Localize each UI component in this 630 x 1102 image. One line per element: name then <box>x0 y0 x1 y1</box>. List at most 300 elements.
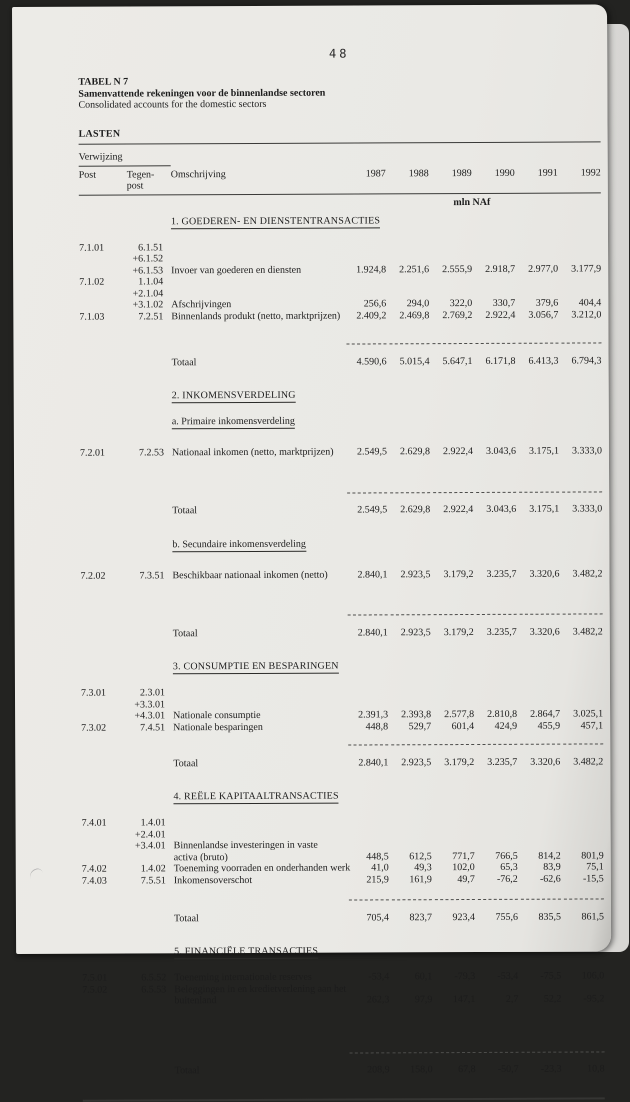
dash-line <box>391 614 431 617</box>
value-cell: 2.409,2 <box>356 309 387 322</box>
dash-separator <box>80 487 602 501</box>
value-cell: 2.549,5 <box>356 446 387 458</box>
tegenpost-ref: 1.4.02 <box>140 863 166 875</box>
value-cell <box>515 240 558 252</box>
dash-cell <box>429 339 472 351</box>
value-cell: 2.918,7 <box>485 263 516 275</box>
total-row <box>83 1063 605 1077</box>
value-cell <box>560 685 603 697</box>
tegenpost-ref: +2.4.01 <box>134 828 166 840</box>
total-row <box>82 911 604 925</box>
dash-cell <box>343 339 386 351</box>
value-cell <box>558 274 601 286</box>
value-cell: 3.179,2 <box>443 626 474 638</box>
value-cell: 5.647,1 <box>442 355 473 367</box>
value-cell <box>517 697 560 709</box>
value-cell: 102,0 <box>452 861 475 874</box>
dash-cell <box>345 740 388 752</box>
year-header-1988: 1988 <box>408 167 429 179</box>
value-cell <box>515 286 558 298</box>
value-cell <box>389 983 432 995</box>
post-ref <box>82 996 126 1008</box>
dash-line <box>519 491 559 494</box>
value-cell: 256,6 <box>363 298 387 310</box>
value-cell: 455,9 <box>537 720 561 732</box>
ref-group-header-label: Verwijzing <box>78 151 123 163</box>
value-cell <box>472 275 515 287</box>
value-cell: 3.482,2 <box>573 755 604 768</box>
row-label: Binnenlands produkt (netto, marktprijzen) <box>171 310 341 322</box>
row-label: buitenland <box>174 995 217 1007</box>
dash-line <box>347 492 387 495</box>
title-english: Consolidated accounts for the domestic sectors <box>78 98 267 111</box>
row-label: Totaal <box>172 627 198 639</box>
value-cell: 424,9 <box>494 720 518 732</box>
column-header-row <box>79 164 601 195</box>
tegenpost-ref <box>125 628 165 640</box>
value-cell <box>561 815 604 827</box>
section-heading <box>174 944 604 957</box>
year-header-1989: 1989 <box>451 167 472 179</box>
page-number: 48 <box>328 46 350 61</box>
tegenpost-ref <box>127 1049 167 1061</box>
dash-line <box>432 343 472 346</box>
value-cell: 2.549,5 <box>357 504 388 516</box>
value-cell: 2.555,9 <box>442 263 473 275</box>
tegenpost-ref: 6.1.51 <box>138 241 164 253</box>
dash-cell <box>388 740 431 752</box>
total-row <box>80 355 602 369</box>
row-group <box>79 240 602 369</box>
total-block <box>79 338 601 368</box>
column-header-tegen-line2: post <box>126 180 144 192</box>
tegenpost-ref: +3.4.01 <box>134 840 166 852</box>
tegenpost-ref: 2.3.01 <box>139 687 166 699</box>
row-label: Totaal <box>173 757 199 769</box>
dash-cell <box>475 895 518 907</box>
value-cell: 83,9 <box>543 861 561 873</box>
post-ref <box>81 628 125 640</box>
post-ref <box>81 742 125 754</box>
value-cell <box>431 686 474 698</box>
value-cell: 448,8 <box>365 720 389 732</box>
dash-cell <box>347 1048 390 1060</box>
section-heading-text: 3. CONSUMPTIE EN BESPARINGEN <box>172 660 339 673</box>
post-ref <box>79 300 123 312</box>
row-label <box>163 253 343 265</box>
value-cell: 3.235,7 <box>486 626 517 638</box>
row-group <box>81 685 603 769</box>
value-cell: -53,4 <box>497 970 519 982</box>
value-cell <box>560 697 603 709</box>
dash-line <box>349 900 389 903</box>
row-label: Toeneming voorraden en onderhanden werk <box>173 862 351 875</box>
total-row <box>81 626 603 640</box>
post-ref: 7.1.01 <box>79 242 105 254</box>
post-ref: 7.4.03 <box>81 875 107 887</box>
value-cell: 3.482,2 <box>572 567 603 580</box>
value-cell: 766,5 <box>495 850 518 862</box>
table-row <box>79 309 601 323</box>
row-label <box>167 1048 347 1060</box>
subsection-heading-text: a. Primaire inkomensverdeling <box>171 415 295 428</box>
value-cell <box>346 828 389 840</box>
value-cell: 3.235,7 <box>487 756 518 768</box>
value-cell <box>429 275 472 287</box>
ref-group-header <box>79 144 171 166</box>
tegenpost-ref: 6.5.52 <box>141 972 167 984</box>
subsection-heading <box>172 537 602 550</box>
value-cell: 755,6 <box>495 911 518 923</box>
page-content <box>78 4 605 1101</box>
value-cell: 3.179,2 <box>444 756 475 768</box>
post-ref: 7.4.01 <box>81 817 107 829</box>
year-header-1987: 1987 <box>365 167 386 179</box>
post-ref <box>79 254 123 266</box>
value-cell: 2.923,5 <box>400 626 431 638</box>
value-cell: 3.320,6 <box>529 568 560 580</box>
value-cell <box>474 697 517 709</box>
dash-cell <box>346 895 389 907</box>
value-cell: 60,1 <box>414 971 433 983</box>
row-label <box>164 488 344 500</box>
tegenpost-ref: 7.2.53 <box>138 447 164 459</box>
tegenpost-ref: +6.1.52 <box>132 253 164 265</box>
value-cell: -79,3 <box>454 970 476 983</box>
value-cell <box>518 816 561 828</box>
value-cell <box>429 286 472 298</box>
tegenpost-ref: 1.1.04 <box>138 276 164 288</box>
row-label: Totaal <box>173 912 199 924</box>
value-cell <box>386 287 429 299</box>
value-cell <box>343 275 386 287</box>
table-section <box>80 388 603 639</box>
value-cell: 330,7 <box>492 297 516 309</box>
dash-line <box>564 899 604 902</box>
value-cell <box>518 839 561 851</box>
post-ref <box>81 758 125 770</box>
value-cell <box>346 983 389 995</box>
row-label: Afschrijvingen <box>171 299 232 311</box>
dash-cell <box>476 1047 519 1059</box>
value-cell: 6.794,3 <box>571 354 602 367</box>
dash-separator <box>82 894 604 908</box>
row-label <box>163 276 343 288</box>
value-cell: -15,5 <box>582 872 604 885</box>
dash-line <box>434 744 474 747</box>
value-cell: 2.469,8 <box>399 309 430 321</box>
post-ref <box>80 357 124 369</box>
tegenpost-ref: 7.3.51 <box>139 569 165 581</box>
value-cell: -95,2 <box>583 993 605 1005</box>
value-cell: 771,7 <box>452 850 475 862</box>
value-cell: 2.923,5 <box>400 568 431 580</box>
tegenpost-ref <box>126 896 166 908</box>
value-cell: 215,9 <box>366 873 389 885</box>
row-label: Totaal <box>171 356 197 368</box>
row-label <box>165 611 345 623</box>
value-cell: 2.391,3 <box>358 709 389 721</box>
value-cell <box>432 827 475 839</box>
section-heading-text: 4. REËLE KAPITAALTRANSACTIES <box>173 790 339 803</box>
dash-separator <box>81 609 603 623</box>
tegenpost-ref: +3.3.01 <box>134 698 166 710</box>
value-cell: 75,1 <box>586 861 604 873</box>
value-cell: 2.840,1 <box>357 626 388 638</box>
dash-cell <box>560 609 603 621</box>
row-label: Nationale consumptie <box>173 709 261 722</box>
value-cell <box>475 982 518 994</box>
tegenpost-ref: +2.1.04 <box>132 287 164 299</box>
value-cell: 3.025,1 <box>573 708 604 720</box>
value-cell <box>431 697 474 709</box>
row-label <box>163 241 343 253</box>
row-label: Inkomensoverschot <box>173 874 253 886</box>
post-ref <box>83 1066 127 1078</box>
value-cell: 161,9 <box>409 873 432 885</box>
value-cell: 65,3 <box>500 861 518 873</box>
tegenpost-ref <box>126 852 166 864</box>
value-cell: 923,4 <box>452 911 475 923</box>
row-group <box>80 537 602 640</box>
value-cell <box>472 240 515 252</box>
value-cell: 294,0 <box>406 298 430 310</box>
value-cell: 835,5 <box>538 911 561 923</box>
total-row <box>80 503 602 517</box>
dash-cell <box>386 339 429 351</box>
dash-cell <box>559 487 602 499</box>
value-cell: 106,0 <box>581 970 605 982</box>
value-cell: 3.333,0 <box>571 445 602 457</box>
row-group <box>80 414 602 517</box>
dash-cell <box>517 740 560 752</box>
post-ref: 7.2.01 <box>79 447 105 459</box>
value-cell: 861,5 <box>581 910 604 923</box>
value-cell: 3.320,6 <box>529 626 560 638</box>
dash-cell <box>474 610 517 622</box>
value-cell: 814,2 <box>538 850 561 862</box>
table-row <box>82 873 604 887</box>
dash-cell <box>387 488 430 500</box>
value-cell <box>558 240 601 252</box>
value-cell: 6.413,3 <box>528 355 559 367</box>
block-header <box>79 121 601 144</box>
dash-line <box>521 899 561 902</box>
value-cell: 457,1 <box>580 719 604 732</box>
dash-line <box>434 614 474 617</box>
tegenpost-ref: 7.5.51 <box>140 874 166 886</box>
tegenpost-ref <box>124 357 164 369</box>
value-cell <box>386 241 429 253</box>
total-block <box>80 487 602 517</box>
value-cell: 6.171,8 <box>485 355 516 367</box>
value-cell: 2.840,1 <box>358 756 389 768</box>
table-section <box>81 659 603 769</box>
dash-cell <box>561 894 604 906</box>
value-cell: 3.179,2 <box>443 568 474 580</box>
dash-line <box>520 614 560 617</box>
value-cell <box>388 686 431 698</box>
value-cell: 2.923,5 <box>401 756 432 768</box>
dash-cell <box>562 1047 605 1059</box>
value-cell <box>389 816 432 828</box>
dash-cell <box>432 895 475 907</box>
value-cell: 2.577,8 <box>444 708 475 721</box>
table-section <box>82 944 605 1077</box>
subsection-heading-text: b. Secundaire inkomensverdeling <box>172 538 306 550</box>
section-heading-text: 2. INKOMENSVERDELING <box>171 389 296 402</box>
value-cell: 2.629,8 <box>399 446 430 458</box>
dash-line <box>563 744 603 747</box>
dash-cell <box>518 895 561 907</box>
table-label: TABEL N 7 <box>78 76 129 88</box>
tegenpost-ref <box>126 995 166 1007</box>
value-cell: 529,7 <box>408 720 432 732</box>
value-cell: 3.043,6 <box>485 445 516 457</box>
dash-cell <box>517 610 560 622</box>
value-cell <box>429 252 472 264</box>
post-ref <box>81 711 125 723</box>
post-ref <box>81 612 125 624</box>
dash-cell <box>390 1048 433 1060</box>
value-cell <box>472 286 515 298</box>
value-cell: 3.320,6 <box>530 756 561 768</box>
post-ref <box>79 265 123 277</box>
value-cell: 404,4 <box>578 297 602 309</box>
dash-cell <box>430 487 473 499</box>
dash-line <box>563 614 603 617</box>
value-cell: 3.333,0 <box>572 503 603 515</box>
value-cell: 10,8 <box>587 1063 605 1075</box>
post-ref <box>83 1049 127 1061</box>
value-cell: 158,0 <box>410 1064 433 1076</box>
value-cell <box>515 252 558 264</box>
value-cell: 3.235,7 <box>486 568 517 580</box>
value-cell: 801,9 <box>581 849 604 862</box>
value-cell: -75,5 <box>540 970 562 982</box>
value-cell: 49,7 <box>457 873 475 885</box>
dash-line <box>435 899 475 902</box>
value-cell: 2.922,4 <box>485 309 516 321</box>
column-header-post: Post <box>78 169 96 181</box>
value-cell: 823,7 <box>409 911 432 923</box>
value-cell: 52,2 <box>543 993 562 1005</box>
dash-line <box>479 1052 519 1055</box>
scanned-page <box>12 4 611 1077</box>
title-dutch: Samenvattende rekeningen voor de binnenlandse sectoren <box>78 87 326 100</box>
value-cell <box>389 828 432 840</box>
value-cell <box>343 241 386 253</box>
tegenpost-ref <box>125 611 165 623</box>
row-label: Beschikbaar nationaal inkomen (netto) <box>172 569 328 581</box>
post-ref <box>82 913 126 925</box>
value-cell: 5.015,4 <box>399 355 430 367</box>
table-row <box>82 993 604 1007</box>
table-row <box>80 568 602 582</box>
value-cell <box>429 240 472 252</box>
dash-line <box>350 1052 390 1055</box>
value-cell: 2.840,1 <box>357 568 388 580</box>
post-ref <box>80 506 124 518</box>
dash-cell <box>389 895 432 907</box>
total-block <box>83 1047 605 1077</box>
dash-line <box>390 492 430 495</box>
total-block <box>81 739 603 769</box>
total-row <box>81 756 603 770</box>
value-cell <box>432 982 475 994</box>
value-cell <box>561 827 604 839</box>
column-header-tegenpost <box>123 169 163 192</box>
dash-line <box>561 343 601 346</box>
row-label: Nationaal inkomen (netto, marktprijzen) <box>171 446 334 459</box>
dash-cell <box>474 740 517 752</box>
value-cell: 147,1 <box>452 993 476 1006</box>
block-header-label: LASTEN <box>78 128 121 140</box>
value-cell <box>346 839 389 851</box>
value-cell <box>386 275 429 287</box>
dash-cell <box>344 488 387 500</box>
dash-separator <box>79 338 601 352</box>
dash-cell <box>558 338 601 350</box>
column-header-omschrijving: Omschrijving <box>170 168 226 180</box>
dash-line <box>475 343 515 346</box>
tegenpost-ref: 7.2.51 <box>138 310 164 322</box>
tegenpost-ref <box>125 741 165 753</box>
value-cell <box>432 816 475 828</box>
tegenpost-ref <box>127 1065 167 1077</box>
total-block <box>82 894 604 924</box>
dash-line <box>348 745 388 748</box>
dash-cell <box>473 487 516 499</box>
dash-line <box>562 491 602 494</box>
row-label <box>166 817 346 829</box>
row-label <box>163 340 343 352</box>
year-header-1992: 1992 <box>580 166 601 179</box>
column-header-tegen-line1: Tegen- <box>126 168 155 181</box>
value-cell: 3.175,1 <box>528 445 559 457</box>
dash-separator <box>83 1047 605 1061</box>
value-cell: -62,6 <box>539 873 561 885</box>
tegenpost-ref <box>123 340 163 352</box>
value-cell <box>346 816 389 828</box>
unit-label: mln NAf <box>453 196 491 208</box>
value-cell: -23,3 <box>540 1063 562 1075</box>
dash-line <box>346 344 386 347</box>
row-label: Totaal <box>172 505 198 517</box>
value-cell <box>389 839 432 851</box>
row-label <box>165 741 345 753</box>
value-cell <box>345 698 388 710</box>
row-label <box>163 287 343 299</box>
year-header-1990: 1990 <box>494 167 515 179</box>
value-cell: -53,4 <box>368 971 390 983</box>
subsection-heading <box>172 414 602 427</box>
value-cell <box>515 275 558 287</box>
row-label: Binnenlandse investeringen in vaste <box>173 839 318 852</box>
dash-line <box>477 614 517 617</box>
value-cell <box>475 827 518 839</box>
value-cell: -50,7 <box>497 1063 519 1075</box>
value-cell <box>558 286 601 298</box>
post-ref <box>79 341 123 353</box>
total-block <box>81 609 603 639</box>
post-ref: 7.3.02 <box>81 722 107 734</box>
post-ref: 7.4.02 <box>81 863 107 875</box>
dash-line <box>478 899 518 902</box>
value-cell: 3.482,2 <box>572 625 603 638</box>
dash-line <box>389 343 429 346</box>
value-cell: 3.177,9 <box>571 262 602 275</box>
